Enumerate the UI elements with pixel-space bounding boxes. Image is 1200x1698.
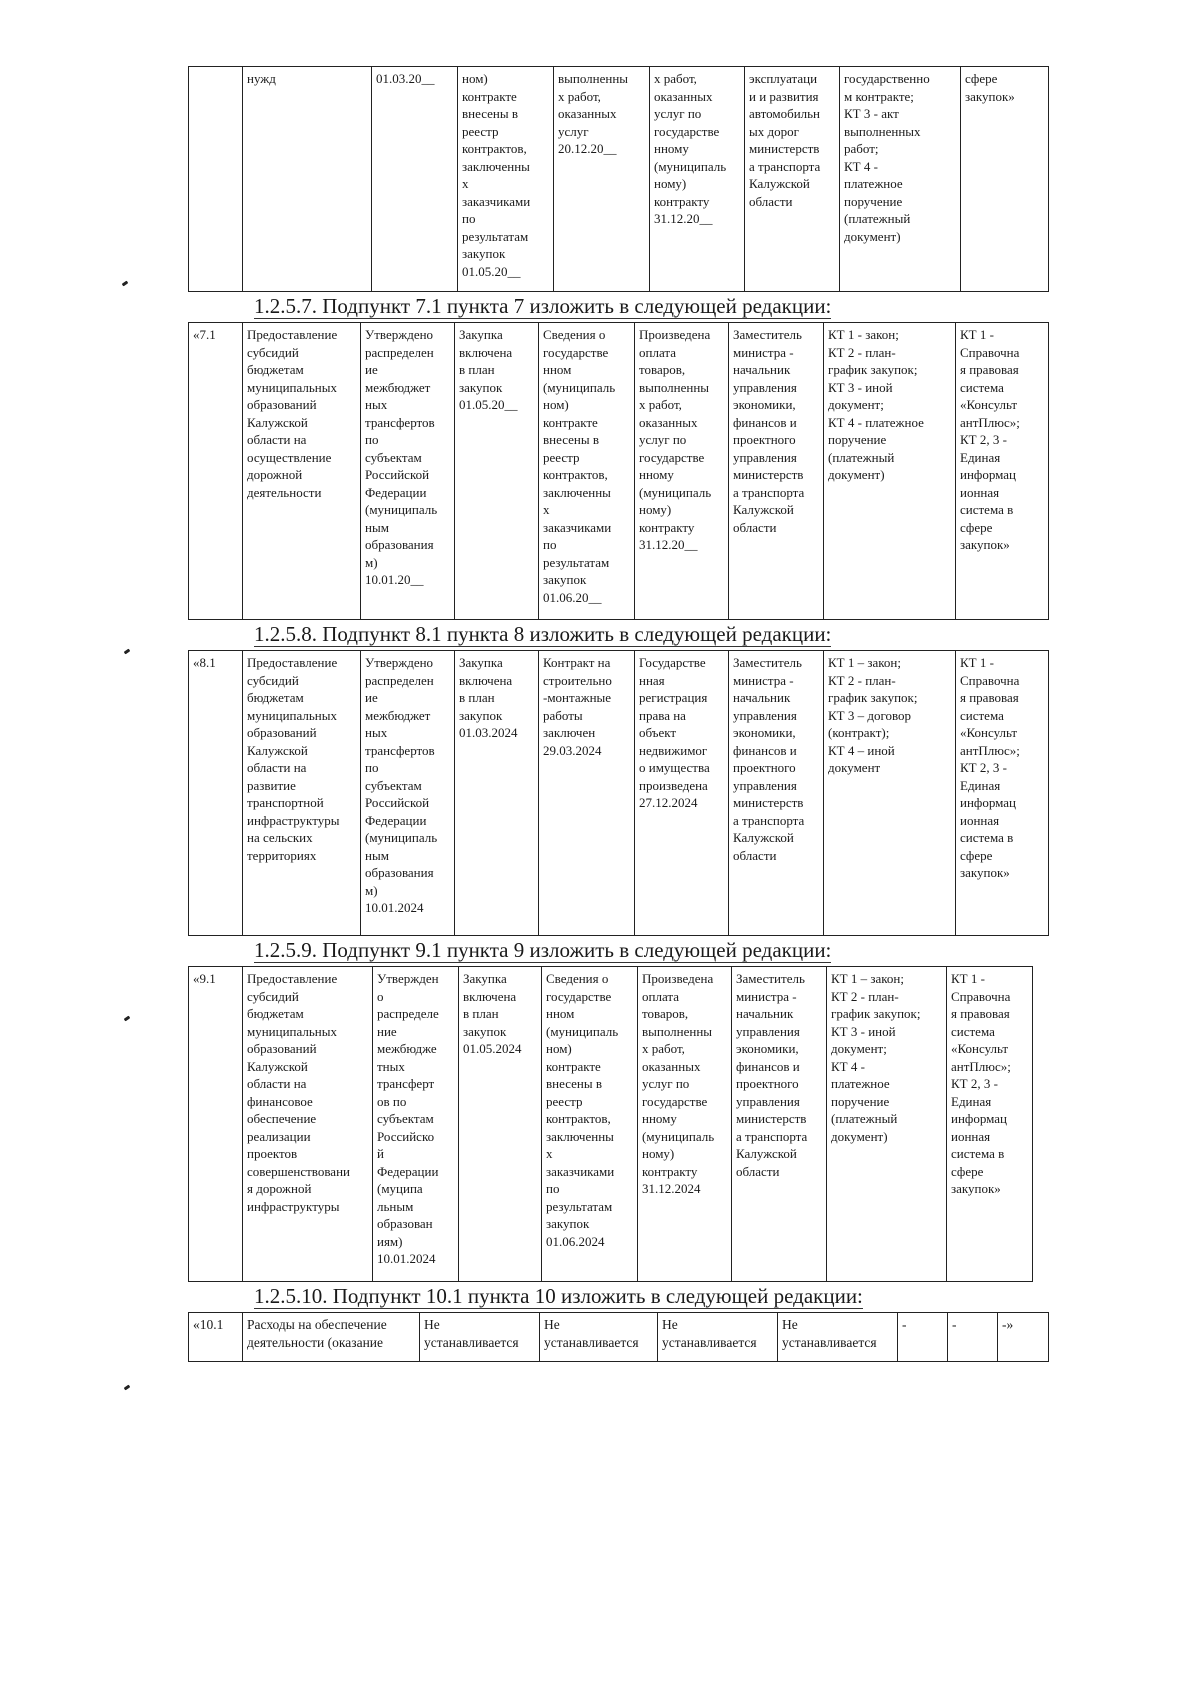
cell-number: [189, 67, 243, 292]
section-heading-10-1: 1.2.5.10. Подпункт 10.1 пункта 10 изложить в следующей редакции:: [254, 1284, 863, 1308]
section-heading-7-1: 1.2.5.7. Подпункт 7.1 пункта 7 изложить в следующей редакции:: [254, 294, 832, 318]
cell-checkpoint-4: х работ, оказанных услуг по государстве нному (муниципаль ному) контракту 31.12.20__: [650, 67, 745, 292]
scan-mark: [122, 281, 129, 287]
table-item-9-1: [188, 966, 1033, 1282]
cell-checkpoint-1: Утверждено распределен ие межбюджет ных трансфертов по субъектам Российской Федерации (муниципаль ным образования м) 10.01.20__: [361, 323, 455, 620]
scan-mark: [124, 649, 131, 655]
cell-checkpoint-4: Не устанавливается: [778, 1313, 898, 1362]
table-row: [189, 651, 1049, 936]
cell-checkpoint-3: Сведения о государстве нном (муниципаль ном) контракте внесены в реестр контрактов, заключенны х заказчиками по результатам закупок 01.06.20__: [539, 323, 635, 620]
table-item-8-1: [188, 650, 1049, 936]
cell-checkpoint-3: выполненны х работ, оказанных услуг 20.12.20__: [554, 67, 650, 292]
cell-checkpoint-4: Произведена оплата товаров, выполненны х работ, оказанных услуг по государстве нному (муниципаль ному) контракту 31.12.2024: [638, 967, 732, 1282]
cell-checkpoint-2: Закупка включена в план закупок 01.05.2024: [459, 967, 542, 1282]
cell-responsible: Заместитель министра - начальник управления экономики, финансов и проектного управления министерств а транспорта Калужской области: [732, 967, 827, 1282]
scan-mark: [124, 1385, 131, 1391]
cell-source: КТ 1 - Справочна я правовая система «Консульт антПлюс»; КТ 2, 3 - Единая информац ионная система в сфере закупок»: [956, 323, 1049, 620]
cell-checkpoint-1: Утверждено распределен ие межбюджет ных трансфертов по субъектам Российской Федерации (муниципаль ным образования м) 10.01.2024: [361, 651, 455, 936]
cell-checkpoint-4: Государстве нная регистрация права на объект недвижимог о имущества произведена 27.12.2024: [635, 651, 729, 936]
cell-number: «8.1: [189, 651, 243, 936]
cell-source: КТ 1 - Справочна я правовая система «Консульт антПлюс»; КТ 2, 3 - Единая информац ионная система в сфере закупок»: [956, 651, 1049, 936]
cell-event: Расходы на обеспечение деятельности (оказание: [243, 1313, 420, 1362]
cell-checkpoint-1: 01.03.20__: [372, 67, 458, 292]
cell-responsible: -: [898, 1313, 948, 1362]
cell-checkpoint-1: Утвержден о распределе ние межбюдже тных трансферт ов по субъектам Российско й Федерации (муципа льным образован иям) 10.01.2024: [373, 967, 459, 1282]
cell-document-type: КТ 1 – закон; КТ 2 - план- график закупок; КТ 3 - иной документ; КТ 4 - платежное поручение (платежный документ): [827, 967, 947, 1282]
cell-event: Предоставление субсидий бюджетам муниципальных образований Калужской области на финансовое обеспечение реализации проектов совершенствовани я дорожной инфраструктуры: [243, 967, 373, 1282]
table-item-7-1: [188, 322, 1049, 620]
cell-checkpoint-3: Не устанавливается: [658, 1313, 778, 1362]
table-continuation: [188, 66, 1049, 292]
cell-document-type: -: [948, 1313, 998, 1362]
cell-number: «10.1: [189, 1313, 243, 1362]
cell-number: «7.1: [189, 323, 243, 620]
table-item-10-1: [188, 1312, 1049, 1362]
cell-source: КТ 1 - Справочна я правовая система «Консульт антПлюс»; КТ 2, 3 - Единая информац ионная система в сфере закупок»: [947, 967, 1033, 1282]
cell-document-type: КТ 1 – закон; КТ 2 - план- график закупок; КТ 3 – договор (контракт); КТ 4 – иной документ: [824, 651, 956, 936]
table-row: [189, 967, 1033, 1282]
cell-event: нужд: [243, 67, 372, 292]
cell-responsible: Заместитель министра - начальник управления экономики, финансов и проектного управления министерств а транспорта Калужской области: [729, 323, 824, 620]
table-row: [189, 323, 1049, 620]
cell-checkpoint-3: Контракт на строительно -монтажные работы заключен 29.03.2024: [539, 651, 635, 936]
table-row: [189, 1313, 1049, 1362]
scan-mark: [124, 1016, 131, 1022]
cell-checkpoint-3: Сведения о государстве нном (муниципаль ном) контракте внесены в реестр контрактов, заключенны х заказчиками по результатам закупок 01.06.2024: [542, 967, 638, 1282]
cell-source: сфере закупок»: [961, 67, 1049, 292]
cell-number: «9.1: [189, 967, 243, 1282]
section-heading-9-1: 1.2.5.9. Подпункт 9.1 пункта 9 изложить в следующей редакции:: [254, 938, 832, 962]
cell-responsible: Заместитель министра - начальник управления экономики, финансов и проектного управления министерств а транспорта Калужской области: [729, 651, 824, 936]
table-row: [189, 67, 1049, 292]
cell-checkpoint-2: Не устанавливается: [540, 1313, 658, 1362]
cell-source: -»: [998, 1313, 1049, 1362]
section-heading-8-1: 1.2.5.8. Подпункт 8.1 пункта 8 изложить в следующей редакции:: [254, 622, 832, 646]
cell-event: Предоставление субсидий бюджетам муниципальных образований Калужской области на развитие транспортной инфраструктуры на сельских территориях: [243, 651, 361, 936]
cell-checkpoint-2: ном) контракте внесены в реестр контрактов, заключенны х заказчиками по результатам закупок 01.05.20__: [458, 67, 554, 292]
cell-checkpoint-2: Закупка включена в план закупок 01.05.20__: [455, 323, 539, 620]
cell-checkpoint-2: Закупка включена в план закупок 01.03.2024: [455, 651, 539, 936]
cell-event: Предоставление субсидий бюджетам муниципальных образований Калужской области на осуществление дорожной деятельности: [243, 323, 361, 620]
cell-checkpoint-1: Не устанавливается: [420, 1313, 540, 1362]
cell-checkpoint-4: Произведена оплата товаров, выполненны х работ, оказанных услуг по государстве нному (муниципаль ному) контракту 31.12.20__: [635, 323, 729, 620]
cell-document-type: государственно м контракте; КТ 3 - акт выполненных работ; КТ 4 - платежное поручение (платежный документ): [840, 67, 961, 292]
cell-responsible: эксплуатаци и и развития автомобильн ых дорог министерств а транспорта Калужской области: [745, 67, 840, 292]
cell-document-type: КТ 1 - закон; КТ 2 - план- график закупок; КТ 3 - иной документ; КТ 4 - платежное поручение (платежный документ): [824, 323, 956, 620]
